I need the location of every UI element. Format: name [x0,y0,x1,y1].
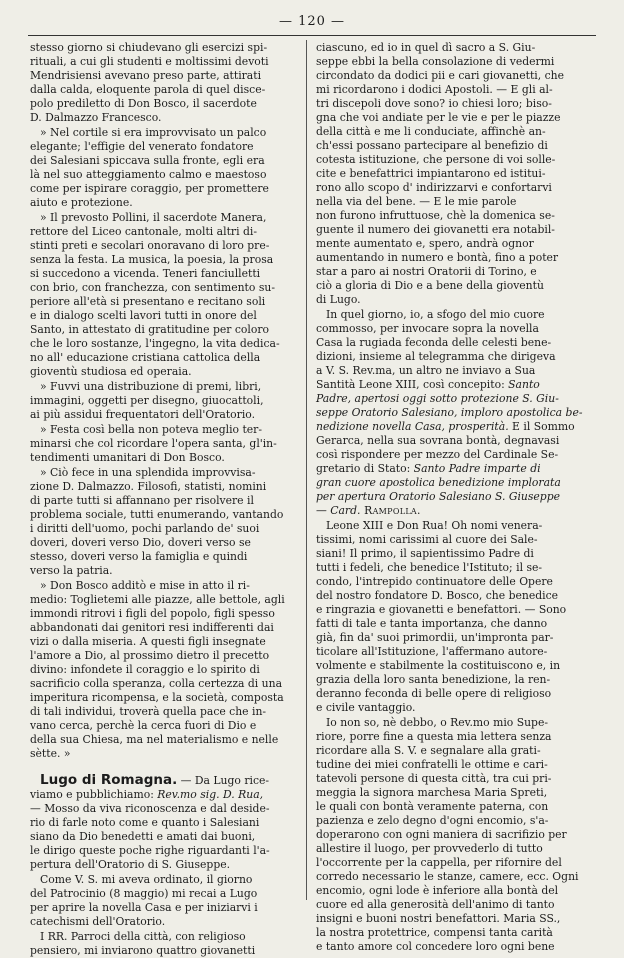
paragraph: Leone XIII e Don Rua! Oh nomi venera- tissimi, nomi carissimi al cuore dei Sale- siani! Il primo, il sapientissimo Padre di tutti i fedeli, che benedice l'Istituto; il se- condo, l'intrepido continuatore delle Opere del nostro fondatore D. Bosco, che benedice e ringrazia e giovanetti e benefattori. — Sono fatti di tale e tanta importanza, che danno già, fin da' suoi primordii, un'impronta par- ticolare all'Istituzione, l'affermano autore- volmente e stabilmente la costituiscono e, in grazia della loro santa benedizione, la ren- deranno feconda di belle opere di religioso e civile vantaggio. [316,519,567,714]
paragraph: stesso giorno si chiudevano gli esercizi spi- rituali, a cui gli studenti e moltissimi devoti Mendrisiensi avevano preso parte, attirati dalla calda, eloquente parola di quel disce- polo prediletto di Don Bosco, il sacerdote D. Dalmazzo Francesco. [30,41,269,124]
paragraph: » Il prevosto Pollini, il sacerdote Manera, rettore del Liceo cantonale, molti altri di- stinti preti e secolari onoravano di loro pre- senza la festa. La musica, la poesia, la prosa si succedono a vicenda. Teneri fanciulletti con brio, con franchezza, con sentimento su- periore all'età si presentano e recitano soli e in dialogo scelti lavori tutti in onore del Santo, in attestato di gratitudine per coloro che le loro sostanze, l'ingegno, la vita dedica- no all' educazione cristiana cattolica della gioventù studiosa ed operaia. [30,211,280,378]
paragraph: » Don Bosco additò e mise in atto il ri- medio: Toglietemi alle piazze, alle bettole, agli immondi ritrovi i figli del popolo, figli spesso abbandonati dai genitori resi indifferenti dai vizi o dalla miseria. A questi figli insegnate l'amore a Dio, al prossimo dietro il precetto divino: infondete il coraggio e lo spirito di sacrificio colla speranza, colla certezza di una imperitura ricompensa, e la società, composta di tali individui, troverà quella pace che in- vano cerca, perchè la cerca fuori di Dio e della sua Chiesa, ma nel materialismo e nelle sètte. » [30,579,285,760]
paragraph: I RR. Parroci della città, con religioso pensiero, mi inviarono quattro giovanetti [30,930,256,957]
paragraph: » Ciò fece in una splendida improvvisa- zione D. Dalmazzo. Filosofi, statisti, nomini di parte tutti si affannano per risolvere il problema sociale, tutti enumerando, vantando i diritti dell'uomo, pochi parlando de' suoi doveri, doveri verso Dio, doveri verso se stesso, doveri verso la famiglia e quindi verso la patria. [30,466,284,577]
left-column [30,41,298,957]
text-run: In quel giorno, io, a sfogo del mio cuore commosso, per invocare sopra la novella Casa la rugiada feconda delle celesti bene- dizioni, insieme al telegramma che dirigeva a V. S. Rev.ma, un altro ne inviavo a Sua Santità Leone XIII, così concepito: [316,308,556,391]
page-number: — 120 — [278,14,346,29]
paragraph [316,308,584,518]
paragraph: » Fuvvi una distribuzione di premi, libri, immagini, oggetti per disegno, giuocattoli, ai più assidui frequentatori dell'Oratorio. [30,380,264,421]
text-run: E il Sommo Gerarca, nella sua sovrana bontà, degnavasi così rispondere per mezzo del Cardinale Se- gretario di Stato: [316,420,575,475]
column-divider [306,40,307,900]
text-run: — Mosso da viva riconoscenza e dal deside- rio di farle noto come e quanto i Salesiani siano da Dio benedetti e amati dai buoni, le dirigo queste poche righe riguardanti l'a- pertura dell'Oratorio di S. Giuseppe. [30,802,270,871]
section-title: Lugo di Romagna. [40,772,178,788]
paragraph: » Nel cortile si era improvvisato un palco elegante; l'effigie del venerato fondatore dei Salesiani spiccava sulla fronte, egli era là nel suo atteggiamento calmo e maestoso come per ispirare coraggio, per promettere aiuto e protezione. [30,126,269,209]
text-run: — Da Lugo rice- viamo e pubblichiamo: [30,774,270,801]
header-rule [28,35,596,36]
right-column [316,41,584,953]
telegram-text: Santo Padre, apertosi oggi sotto protezione S. Giu- seppe Oratorio Salesiano, imploro apostolica be- nedizione novella Casa, prosperità. [316,378,583,433]
paragraph: Io non so, nè debbo, o Rev.mo mio Supe- riore, porre fine a questa mia lettera senza ricordare alla S. V. e segnalare alla grati- tudine dei miei confratelli le ottime e cari- tatevoli persone di questa città, tra cui pri- meggia la signora marchesa Maria Spreti, le quali con bontà veramente paterna, con pazienza e zelo degno d'ogni encomio, s'a- doperarono con ogni maniera di sacrifizio per allestire il luogo, per provvederlo di tutto l'occorrente per la cappella, per rifornire del corredo necessario le stanze, camere, ecc. Ogni encomio, ogni lode è inferiore alla bontà del cuore ed alla generosità dell'animo di tanto insigni e buoni nostri benefattori. Maria SS., la nostra protettrice, compensi tanta carità e tanto amore col concedere loro ogni bene [316,716,579,953]
paragraph: ciascuno, ed io in quel dì sacro a S. Giu- seppe ebbi la bella consolazione di vedermi circondato da dodici pii e cari giovanetti, che mi ricordarono i dodici Apostoli. — E gli al- tri discepoli dove sono? io chiesi loro; biso- gna che voi andiate per le vie e per le piazze della città e me li conduciate, affinchè an- ch'essi possano partecipare al benefizio di cotesta istituzione, che persone di voi solle- cite e benefattrici impiantarono ed istitui- rono allo scopo d' indirizzarvi e confortarvi nella via del bene. — E le mie parole non furono infruttuose, chè la domenica se- guente il numero dei giovanetti era notabil- mente aumentato e, spero, andrà ognor aumentando in numero e bontà, fino a poter star a paro ai nostri Oratorii di Torino, e ciò a gloria di Dio e a bene della gioventù di Lugo. [316,41,565,306]
signature-name: Rampolla. [360,504,421,517]
paragraph: Come V. S. mi aveva ordinato, il giorno del Patrocinio (8 maggio) mi recai a Lugo per aprire la novella Casa e per iniziarvi i catechismi dell'Oratorio. [30,873,258,928]
section-paragraph [30,773,298,872]
salutation: Rev.mo sig. D. Rua, [157,788,264,801]
reply-text: Santo Padre imparte di gran cuore apostolica benedizione implorata per apertura Oratorio Salesiano S. Giuseppe — Card. [316,462,561,517]
paragraph: » Festa così bella non poteva meglio ter- minarsi che col ricordare l'opera santa, gl'in- tendimenti umanitari di Don Bosco. [30,423,277,464]
